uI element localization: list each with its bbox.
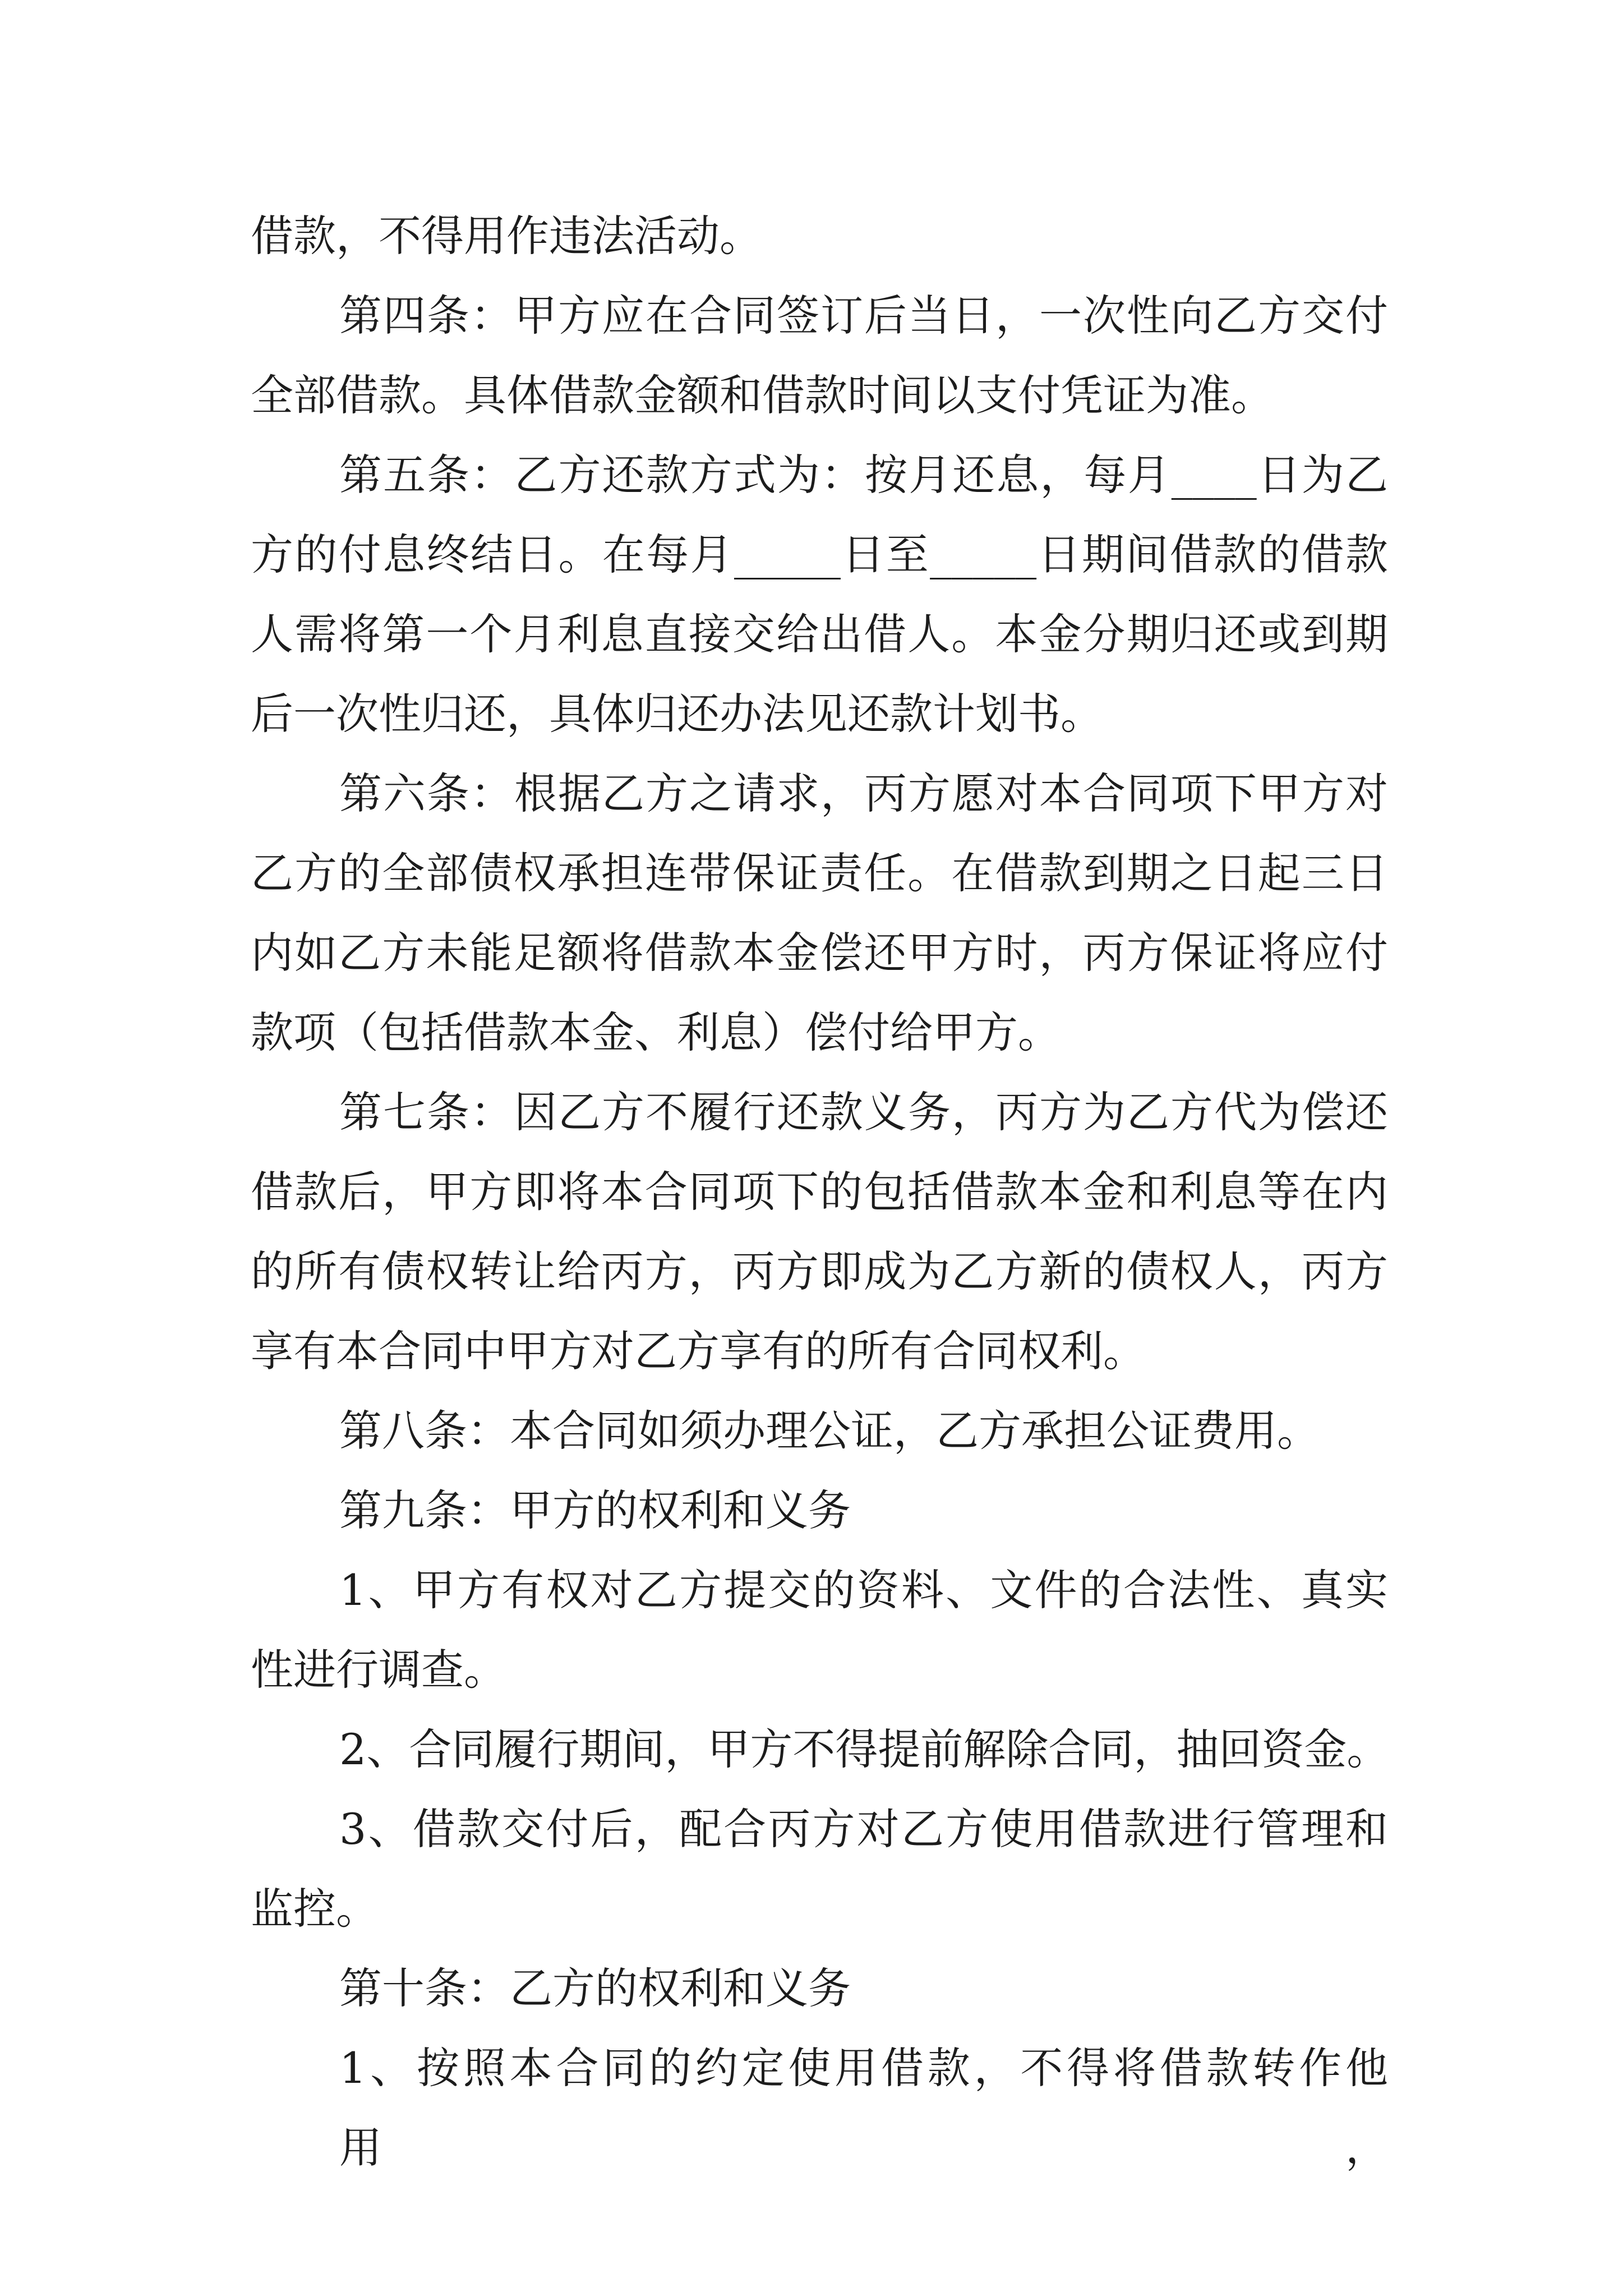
paragraph-line: 第十条：乙方的权利和义务	[339, 1963, 851, 2013]
paragraph-line: 方的付息终结日。在每月_____日至_____日期间借款的借款	[251, 530, 1388, 579]
paragraph-line: 2、合同履行期间，甲方不得提前解除合同，抽回资金。	[339, 1724, 1390, 1774]
article-6-paragraph	[251, 754, 1388, 1073]
paragraph-line: 3、借款交付后，配合丙方对乙方使用借款进行管理和	[339, 1804, 1388, 1854]
paragraph-line: 借款，不得用作违法活动。	[251, 211, 762, 261]
paragraph-line: 第八条：本合同如须办理公证，乙方承担公证费用。	[339, 1406, 1320, 1456]
paragraph-line: 内如乙方未能足额将借款本金偿还甲方时，丙方保证将应付	[251, 928, 1388, 978]
paragraph-line: 第七条：因乙方不履行还款义务，丙方为乙方代为偿还	[339, 1087, 1388, 1137]
article-9-item-2	[251, 1710, 1388, 1789]
paragraph-line: 第九条：甲方的权利和义务	[339, 1485, 851, 1535]
article-9-item-1	[251, 1550, 1388, 1710]
article-8-paragraph	[251, 1391, 1388, 1471]
article-7-paragraph	[251, 1073, 1388, 1391]
paragraph-line: 的所有债权转让给丙方，丙方即成为乙方新的债权人，丙方	[251, 1246, 1388, 1296]
article-5-paragraph	[251, 435, 1388, 754]
paragraph-line: 后一次性归还，具体归还办法见还款计划书。	[251, 689, 1103, 739]
article-10-item-1	[251, 2028, 1388, 2173]
paragraph-line: 1、按照本合同的约定使用借款，不得将借款转作他用，	[339, 2043, 1388, 2173]
paragraph-line: 监控。	[251, 1884, 379, 1934]
paragraph-line: 1、甲方有权对乙方提交的资料、文件的合法性、真实	[339, 1565, 1388, 1615]
article-9-item-3	[251, 1789, 1388, 1949]
paragraph-continuation	[251, 196, 1388, 276]
paragraph-line: 乙方的全部债权承担连带保证责任。在借款到期之日起三日	[251, 848, 1388, 898]
paragraph-line: 第六条：根据乙方之请求，丙方愿对本合同项下甲方对	[339, 769, 1388, 818]
article-4-paragraph	[251, 276, 1388, 435]
article-10-heading	[251, 1949, 1388, 2028]
paragraph-line: 第四条：甲方应在合同签订后当日，一次性向乙方交付	[339, 291, 1388, 341]
contract-body-text	[251, 196, 1390, 2173]
article-9-heading	[251, 1471, 1388, 1550]
paragraph-line: 款项（包括借款本金、利息）偿付给甲方。	[251, 1007, 1061, 1057]
paragraph-line: 全部借款。具体借款金额和借款时间以支付凭证为准。	[251, 370, 1274, 420]
paragraph-line: 第五条：乙方还款方式为：按月还息，每月____日为乙	[339, 450, 1388, 500]
paragraph-line: 性进行调查。	[251, 1645, 506, 1695]
paragraph-line: 人需将第一个月利息直接交给出借人。本金分期归还或到期	[251, 609, 1388, 659]
paragraph-line: 借款后，甲方即将本合同项下的包括借款本金和利息等在内	[251, 1167, 1388, 1217]
paragraph-line: 享有本合同中甲方对乙方享有的所有合同权利。	[251, 1326, 1146, 1376]
